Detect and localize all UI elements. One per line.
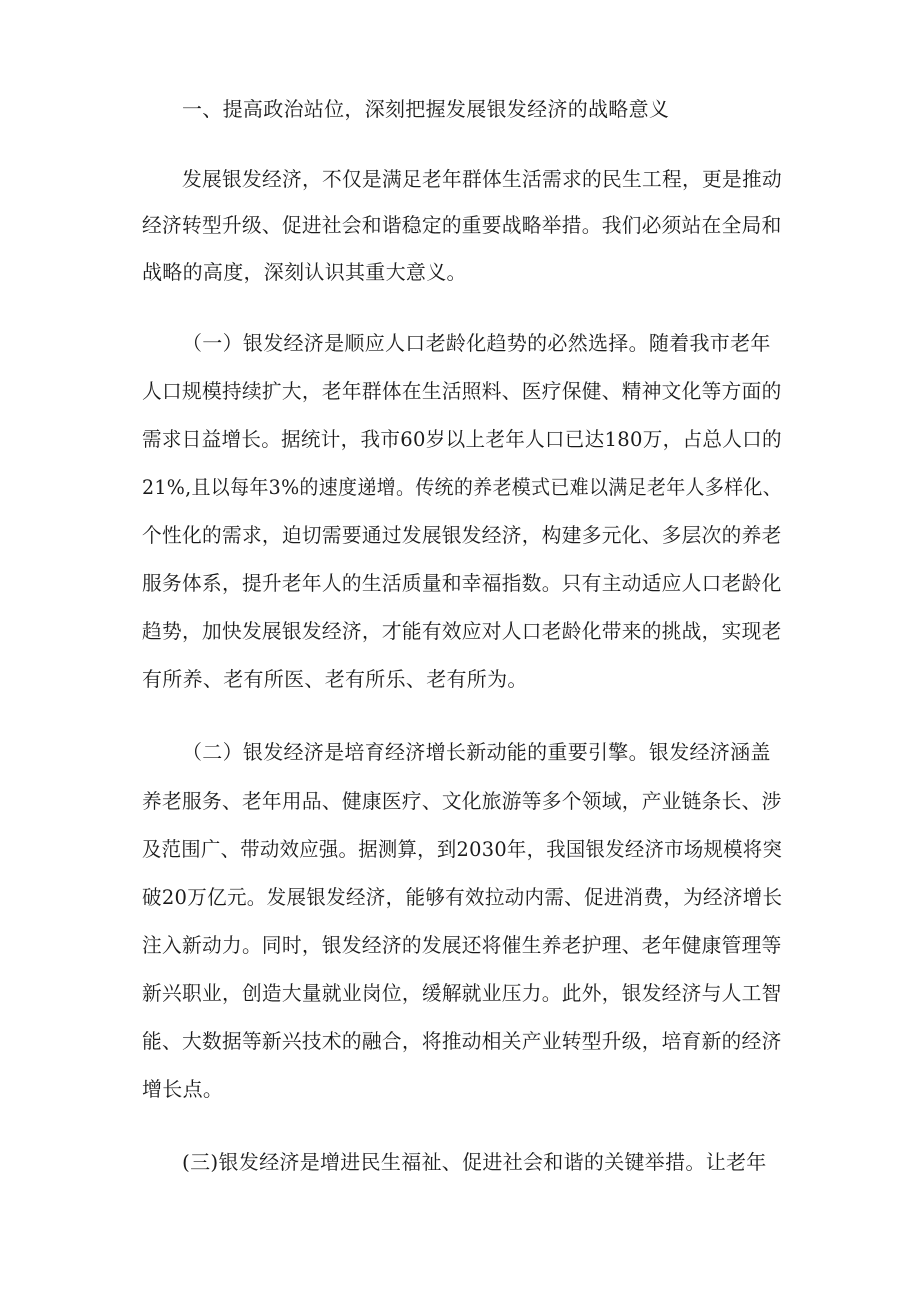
paragraph-line: 破20万亿元。发展银发经济，能够有效拉动内需、促进消费，为经济增长 <box>142 885 783 909</box>
paragraph-line: (三)银发经济是增进民生福祉、促进社会和谐的关键举措。让老年 <box>182 1150 767 1174</box>
paragraph-line: 新兴职业，创造大量就业岗位，缓解就业压力。此外，银发经济与人工智 <box>142 981 782 1005</box>
paragraph-line: 需求日益增长。据统计，我市60岁以上老年人口已达180万，占总人口的 <box>142 427 782 451</box>
paragraph-line: 经济转型升级、促进社会和谐稳定的重要战略举措。我们必须站在全局和 <box>142 213 782 237</box>
paragraph-line: 个性化的需求，迫切需要通过发展银发经济，构建多元化、多层次的养老 <box>142 523 782 547</box>
section-heading: 一、提高政治站位，深刻把握发展银发经济的战略意义 <box>182 97 670 121</box>
paragraph-line: （一）银发经济是顺应人口老龄化趋势的必然选择。随着我市老年 <box>182 331 771 355</box>
paragraph-line: 及范围广、带动效应强。据测算，到2030年，我国银发经济市场规模将突 <box>142 837 783 861</box>
paragraph-line: 服务体系，提升老年人的生活质量和幸福指数。只有主动适应人口老龄化 <box>142 571 782 595</box>
paragraph-line: 有所养、老有所医、老有所乐、老有所为。 <box>142 667 528 691</box>
paragraph-line: 注入新动力。同时，银发经济的发展还将催生养老护理、老年健康管理等 <box>142 933 782 957</box>
paragraph-line: 增长点。 <box>142 1077 224 1101</box>
paragraph-line: 发展银发经济，不仅是满足老年群体生活需求的民生工程，更是推动 <box>182 167 782 191</box>
paragraph-line: 人口规模持续扩大，老年群体在生活照料、医疗保健、精神文化等方面的 <box>142 379 782 403</box>
paragraph-line: （二）银发经济是培育经济增长新动能的重要引擎。银发经济涵盖 <box>182 740 771 764</box>
paragraph-line: 战略的高度，深刻认识其重大意义。 <box>142 260 467 284</box>
paragraph-line: 趋势，加快发展银发经济，才能有效应对人口老龄化带来的挑战，实现老 <box>142 619 782 643</box>
paragraph-line: 能、大数据等新兴技术的融合，将推动相关产业转型升级，培育新的经济 <box>142 1029 782 1053</box>
paragraph-line: 21%,且以每年3%的速度递增。传统的养老模式已难以满足老年人多样化、 <box>142 475 783 499</box>
paragraph-line: 养老服务、老年用品、健康医疗、文化旅游等多个领域，产业链条长、涉 <box>142 789 782 813</box>
